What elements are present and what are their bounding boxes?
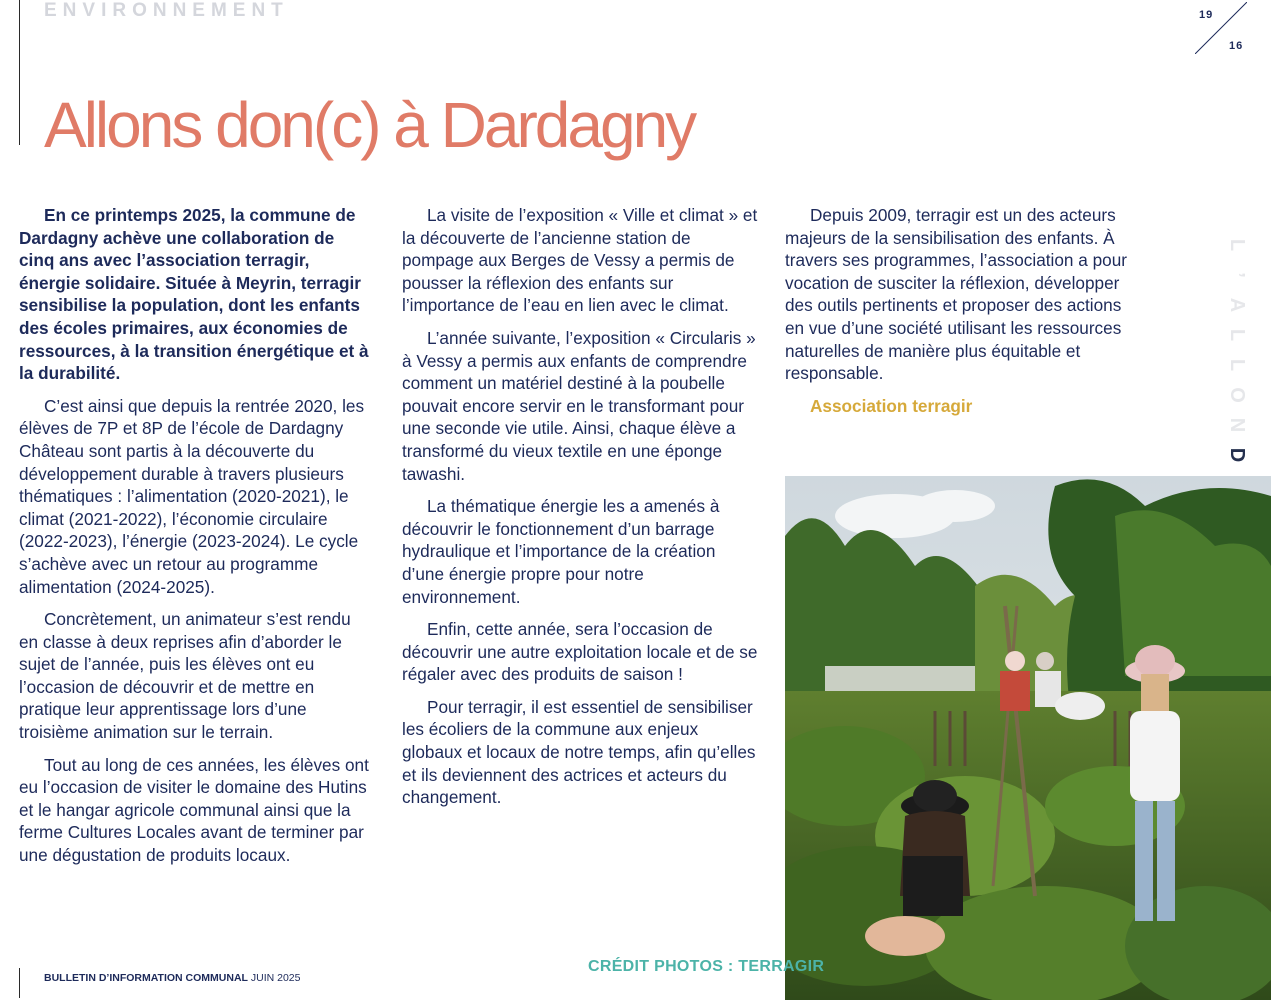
footer-publication: BULLETIN D’INFORMATION COMMUNAL <box>44 972 248 984</box>
body-paragraph: C’est ainsi que depuis la rentrée 2020, les élèves de 7P et 8P de l’école de Dardagny Château sont partis à la découverte du développement durable à travers plusieurs thématiques : l’alimentation (2020-2021), le climat (2021-2022), l’économie circulaire (2022-2023), l’énergie (2023-2024). Le cycle s’achève avec un retour au programme alimentation (2024-2025). <box>19 395 365 597</box>
body-paragraph: L’année suivante, l’exposition « Circularis » à Vessy a permis aux enfants de comprendre comment un matériel destiné à la poubelle pouvait encore servir en le transformant pour une seconde vie utile. Ainsi, chaque élève a transformé du vieux textile en une éponge tawashi. <box>402 327 756 484</box>
body-paragraph: Concrètement, un animateur s’est rendu en classe à deux reprises afin d’aborder le sujet de l’année, puis les élèves ont eu l’occasion de découvrir et de mettre en pratique leur apprentissage lors d’une troisième animation sur le terrain. <box>19 609 351 743</box>
vertical-letter: L <box>1226 328 1248 342</box>
vertical-letter: O <box>1226 387 1248 403</box>
left-rule-top <box>19 0 20 145</box>
footer <box>44 972 300 984</box>
vertical-letter: L <box>1226 238 1248 252</box>
vertical-letter: ’ <box>1226 272 1248 278</box>
vertical-letter: L <box>1226 358 1248 372</box>
body-paragraph: La thématique énergie les a amenés à découvrir le fonctionnement d’un barrage hydraulique et l’importance de la création d’une énergie propre pour notre environnement. <box>402 496 720 607</box>
footer-issue: JUIN 2025 <box>250 972 301 984</box>
section-label: ENVIRONNEMENT <box>44 0 289 21</box>
body-paragraph: Tout au long de ces années, les élèves ont eu l’occasion de visiter le domaine des Hutins et le hangar agricole communal ainsi que la ferme Cultures Locales avant de terminer par une dégustation de produits locaux. <box>19 754 369 866</box>
left-rule-bottom <box>19 968 20 998</box>
vertical-letter: D <box>1225 447 1248 463</box>
article-column-3 <box>785 204 1135 427</box>
vertical-letter: A <box>1225 297 1248 313</box>
article-title: Allons don(c) à Dardagny <box>44 89 695 161</box>
article-column-2 <box>402 204 762 819</box>
article-column-1 <box>19 204 374 877</box>
body-paragraph: Depuis 2009, terragir est un des acteurs majeurs de la sensibilisation des enfants. À travers ses programmes, l’association a pour vocation de susciter la réflexion, développer des outils pertinents et proposer des actions en vue d’une société utilisant les ressources naturelles de manière plus équitable et responsable. <box>785 205 1127 384</box>
body-paragraph: Enfin, cette année, sera l’occasion de découvrir une autre exploitation locale et de se régaler avec des produits de saison ! <box>402 619 758 685</box>
lead-paragraph: En ce printemps 2025, la commune de Dardagny achève une collaboration de cinq ans avec l’association terragir, énergie solidaire. Située à Meyrin, terragir sensibilise la population, dont les enfants des écoles primaires, aux économies de ressources, à la transition énergétique et à la durabilité. <box>19 205 369 384</box>
body-paragraph: La visite de l’exposition « Ville et climat » et la découverte de l’ancienne station de pompage aux Berges de Vessy a permis de pousser la réflexion des enfants sur l’importance de l’eau en lien avec le climat. <box>402 205 758 316</box>
garden-photo-illustration <box>785 476 1271 1000</box>
garden-photo <box>785 476 1271 1000</box>
page-number-right: 16 <box>1229 40 1244 52</box>
body-paragraph: Pour terragir, il est essentiel de sensibiliser les écoliers de la commune aux enjeux globaux et locaux de notre temps, afin qu’elles et ils deviennent des actrices et acteurs du changement. <box>402 696 756 808</box>
page-number-left: 19 <box>1199 9 1214 21</box>
article-signature: Association terragir <box>810 395 973 416</box>
vertical-letter: N <box>1225 417 1248 433</box>
photo-credit: CRÉDIT PHOTOS : TERRAGIR <box>588 958 825 975</box>
